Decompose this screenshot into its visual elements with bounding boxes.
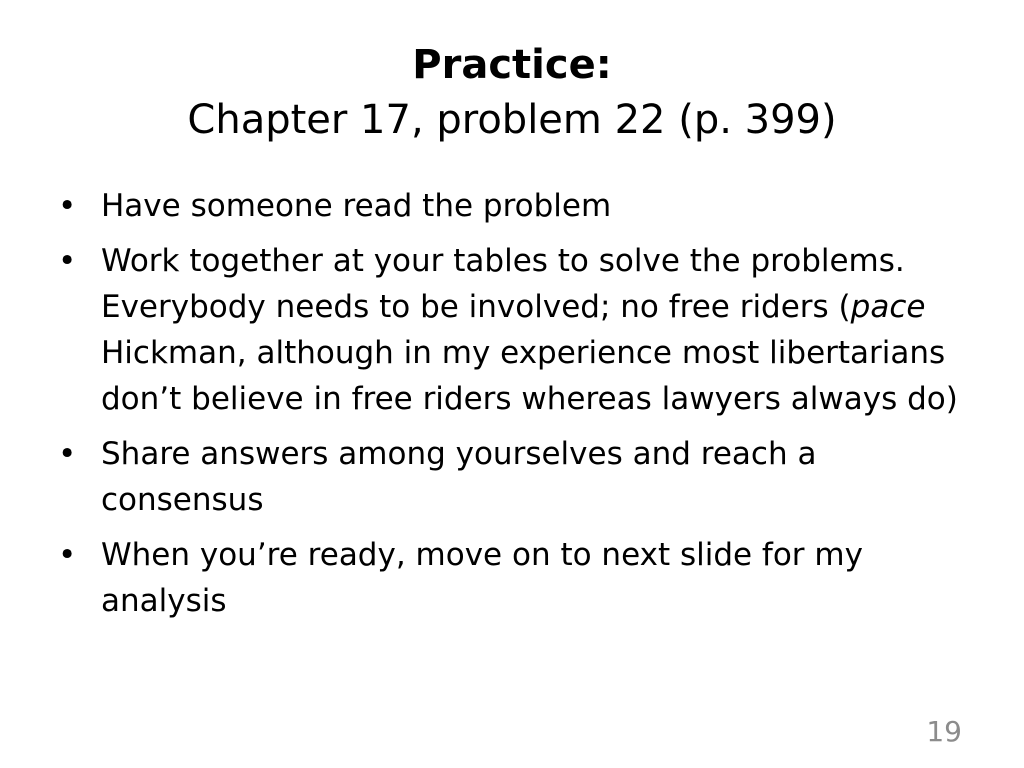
bullet-dot-icon: • <box>58 188 77 224</box>
bullet-text-italic: pace <box>850 289 926 325</box>
bullet-dot-icon: • <box>58 537 77 573</box>
bullet-text: Share answers among yourselves and reach a consensus <box>101 436 817 518</box>
bullet-dot-icon: • <box>58 243 77 279</box>
bullet-item-move-on <box>58 532 970 624</box>
bullet-text: When you’re ready, move on to next slide for my analysis <box>101 537 863 619</box>
slide-number: 19 <box>926 715 962 748</box>
slide-title <box>0 38 1024 148</box>
bullet-item-read-problem <box>58 183 970 229</box>
bullet-text: Have someone read the problem <box>101 188 612 224</box>
bullet-list <box>58 183 970 633</box>
bullet-item-work-together <box>58 238 970 422</box>
bullet-text-part-1: Work together at your tables to solve the problems. Everybody needs to be involved; no free riders ( <box>101 243 905 325</box>
title-heading: Practice: <box>412 42 612 88</box>
bullet-dot-icon: • <box>58 436 77 472</box>
bullet-item-share-answers <box>58 431 970 523</box>
title-subheading: Chapter 17, problem 22 (p. 399) <box>187 97 837 143</box>
bullet-text-part-2: Hickman, although in my experience most libertarians don’t believe in free riders whereas lawyers always do) <box>101 335 958 417</box>
